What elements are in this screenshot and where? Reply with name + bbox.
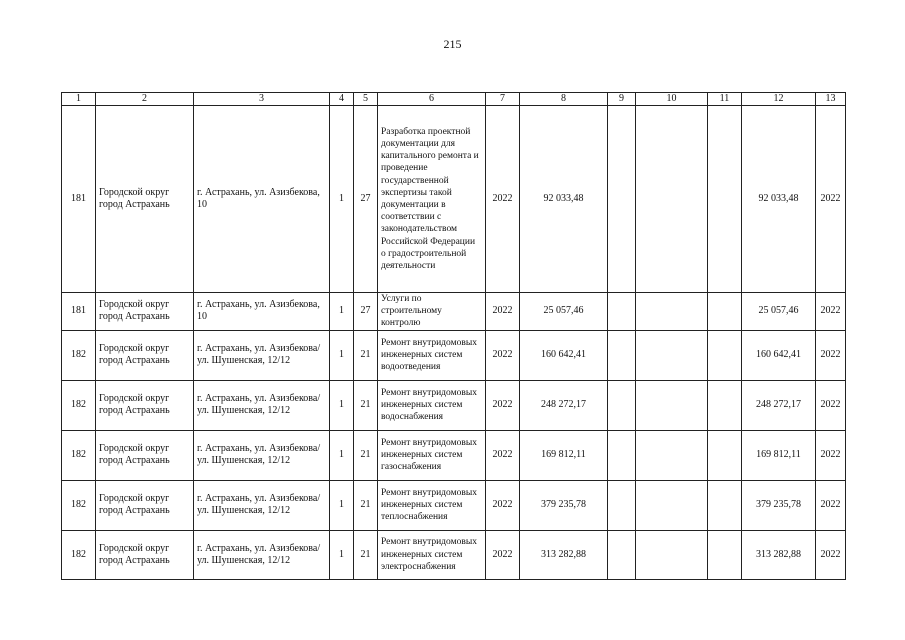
column-header: 1 xyxy=(62,93,96,106)
address-cell: г. Астрахань, ул. Азизбекова, 10 xyxy=(194,106,330,293)
municipality-cell: Городской округ город Астрахань xyxy=(96,293,194,331)
completion-year-cell: 2022 xyxy=(816,430,846,480)
col10-cell xyxy=(636,293,708,331)
column-header: 5 xyxy=(354,93,378,106)
address-cell: г. Астрахань, ул. Азизбекова/ ул. Шушенская, 12/12 xyxy=(194,530,330,579)
column-header: 4 xyxy=(330,93,354,106)
col10-cell xyxy=(636,380,708,430)
record-number-cell: 182 xyxy=(62,530,96,579)
table-row xyxy=(62,293,846,331)
completion-year-cell: 2022 xyxy=(816,330,846,380)
column-header: 10 xyxy=(636,93,708,106)
col4-cell: 1 xyxy=(330,530,354,579)
col4-cell: 1 xyxy=(330,480,354,530)
column-header: 6 xyxy=(378,93,486,106)
col11-cell xyxy=(708,480,742,530)
col11-cell xyxy=(708,330,742,380)
municipality-cell: Городской округ город Астрахань xyxy=(96,480,194,530)
col4-cell: 1 xyxy=(330,330,354,380)
cost-source-cell: 313 282,88 xyxy=(742,530,816,579)
completion-year-cell: 2022 xyxy=(816,380,846,430)
cost-total-cell: 313 282,88 xyxy=(520,530,608,579)
col9-cell xyxy=(608,293,636,331)
address-cell: г. Астрахань, ул. Азизбекова/ ул. Шушенская, 12/12 xyxy=(194,430,330,480)
column-header: 9 xyxy=(608,93,636,106)
col11-cell xyxy=(708,430,742,480)
cost-total-cell: 92 033,48 xyxy=(520,106,608,293)
cost-source-cell: 25 057,46 xyxy=(742,293,816,331)
cost-total-cell: 169 812,11 xyxy=(520,430,608,480)
cost-source-cell: 248 272,17 xyxy=(742,380,816,430)
record-number-cell: 182 xyxy=(62,330,96,380)
col5-cell: 21 xyxy=(354,330,378,380)
completion-year-cell: 2022 xyxy=(816,293,846,331)
cost-total-cell: 248 272,17 xyxy=(520,380,608,430)
col9-cell xyxy=(608,380,636,430)
column-number-row xyxy=(62,93,846,106)
col4-cell: 1 xyxy=(330,293,354,331)
cost-source-cell: 379 235,78 xyxy=(742,480,816,530)
municipality-cell: Городской округ город Астрахань xyxy=(96,106,194,293)
year-cell: 2022 xyxy=(486,530,520,579)
col10-cell xyxy=(636,430,708,480)
cost-total-cell: 25 057,46 xyxy=(520,293,608,331)
work-type-cell: Услуги по строительному контролю xyxy=(378,293,486,331)
year-cell: 2022 xyxy=(486,480,520,530)
col10-cell xyxy=(636,530,708,579)
column-header: 11 xyxy=(708,93,742,106)
column-header: 3 xyxy=(194,93,330,106)
col5-cell: 27 xyxy=(354,106,378,293)
table-row xyxy=(62,106,846,293)
col10-cell xyxy=(636,106,708,293)
record-number-cell: 181 xyxy=(62,293,96,331)
col11-cell xyxy=(708,106,742,293)
table-row xyxy=(62,480,846,530)
col9-cell xyxy=(608,106,636,293)
cost-source-cell: 160 642,41 xyxy=(742,330,816,380)
work-type-cell: Ремонт внутридомовых инженерных систем теплоснабжения xyxy=(378,480,486,530)
column-header: 7 xyxy=(486,93,520,106)
capital-repair-table xyxy=(61,92,846,580)
col5-cell: 21 xyxy=(354,480,378,530)
column-header: 2 xyxy=(96,93,194,106)
col5-cell: 27 xyxy=(354,293,378,331)
column-header: 13 xyxy=(816,93,846,106)
table-row xyxy=(62,330,846,380)
completion-year-cell: 2022 xyxy=(816,106,846,293)
municipality-cell: Городской округ город Астрахань xyxy=(96,530,194,579)
year-cell: 2022 xyxy=(486,106,520,293)
completion-year-cell: 2022 xyxy=(816,480,846,530)
year-cell: 2022 xyxy=(486,330,520,380)
work-type-cell: Ремонт внутридомовых инженерных систем газоснабжения xyxy=(378,430,486,480)
address-cell: г. Астрахань, ул. Азизбекова/ ул. Шушенская, 12/12 xyxy=(194,330,330,380)
address-cell: г. Астрахань, ул. Азизбекова/ ул. Шушенская, 12/12 xyxy=(194,480,330,530)
address-cell: г. Астрахань, ул. Азизбекова/ ул. Шушенская, 12/12 xyxy=(194,380,330,430)
table-row xyxy=(62,530,846,579)
col5-cell: 21 xyxy=(354,530,378,579)
cost-total-cell: 379 235,78 xyxy=(520,480,608,530)
col4-cell: 1 xyxy=(330,430,354,480)
col10-cell xyxy=(636,330,708,380)
record-number-cell: 181 xyxy=(62,106,96,293)
column-header: 12 xyxy=(742,93,816,106)
work-type-cell: Ремонт внутридомовых инженерных систем водоотведения xyxy=(378,330,486,380)
record-number-cell: 182 xyxy=(62,380,96,430)
col9-cell xyxy=(608,480,636,530)
col10-cell xyxy=(636,480,708,530)
work-type-cell: Разработка проектной документации для капитального ремонта и проведение государственной экспертизы такой документации в соответствии с законодательством Российской Федерации о градостроительной деятельности xyxy=(378,106,486,293)
cost-total-cell: 160 642,41 xyxy=(520,330,608,380)
column-header: 8 xyxy=(520,93,608,106)
record-number-cell: 182 xyxy=(62,480,96,530)
year-cell: 2022 xyxy=(486,430,520,480)
page-number: 215 xyxy=(443,37,462,51)
municipality-cell: Городской округ город Астрахань xyxy=(96,330,194,380)
cost-source-cell: 169 812,11 xyxy=(742,430,816,480)
work-type-cell: Ремонт внутридомовых инженерных систем водоснабжения xyxy=(378,380,486,430)
year-cell: 2022 xyxy=(486,380,520,430)
col9-cell xyxy=(608,330,636,380)
col11-cell xyxy=(708,293,742,331)
year-cell: 2022 xyxy=(486,293,520,331)
record-number-cell: 182 xyxy=(62,430,96,480)
table-row xyxy=(62,430,846,480)
col4-cell: 1 xyxy=(330,106,354,293)
col9-cell xyxy=(608,530,636,579)
col11-cell xyxy=(708,380,742,430)
table-row xyxy=(62,380,846,430)
municipality-cell: Городской округ город Астрахань xyxy=(96,430,194,480)
col5-cell: 21 xyxy=(354,380,378,430)
work-type-cell: Ремонт внутридомовых инженерных систем электроснабжения xyxy=(378,530,486,579)
completion-year-cell: 2022 xyxy=(816,530,846,579)
municipality-cell: Городской округ город Астрахань xyxy=(96,380,194,430)
cost-source-cell: 92 033,48 xyxy=(742,106,816,293)
address-cell: г. Астрахань, ул. Азизбекова, 10 xyxy=(194,293,330,331)
col11-cell xyxy=(708,530,742,579)
col5-cell: 21 xyxy=(354,430,378,480)
col4-cell: 1 xyxy=(330,380,354,430)
col9-cell xyxy=(608,430,636,480)
